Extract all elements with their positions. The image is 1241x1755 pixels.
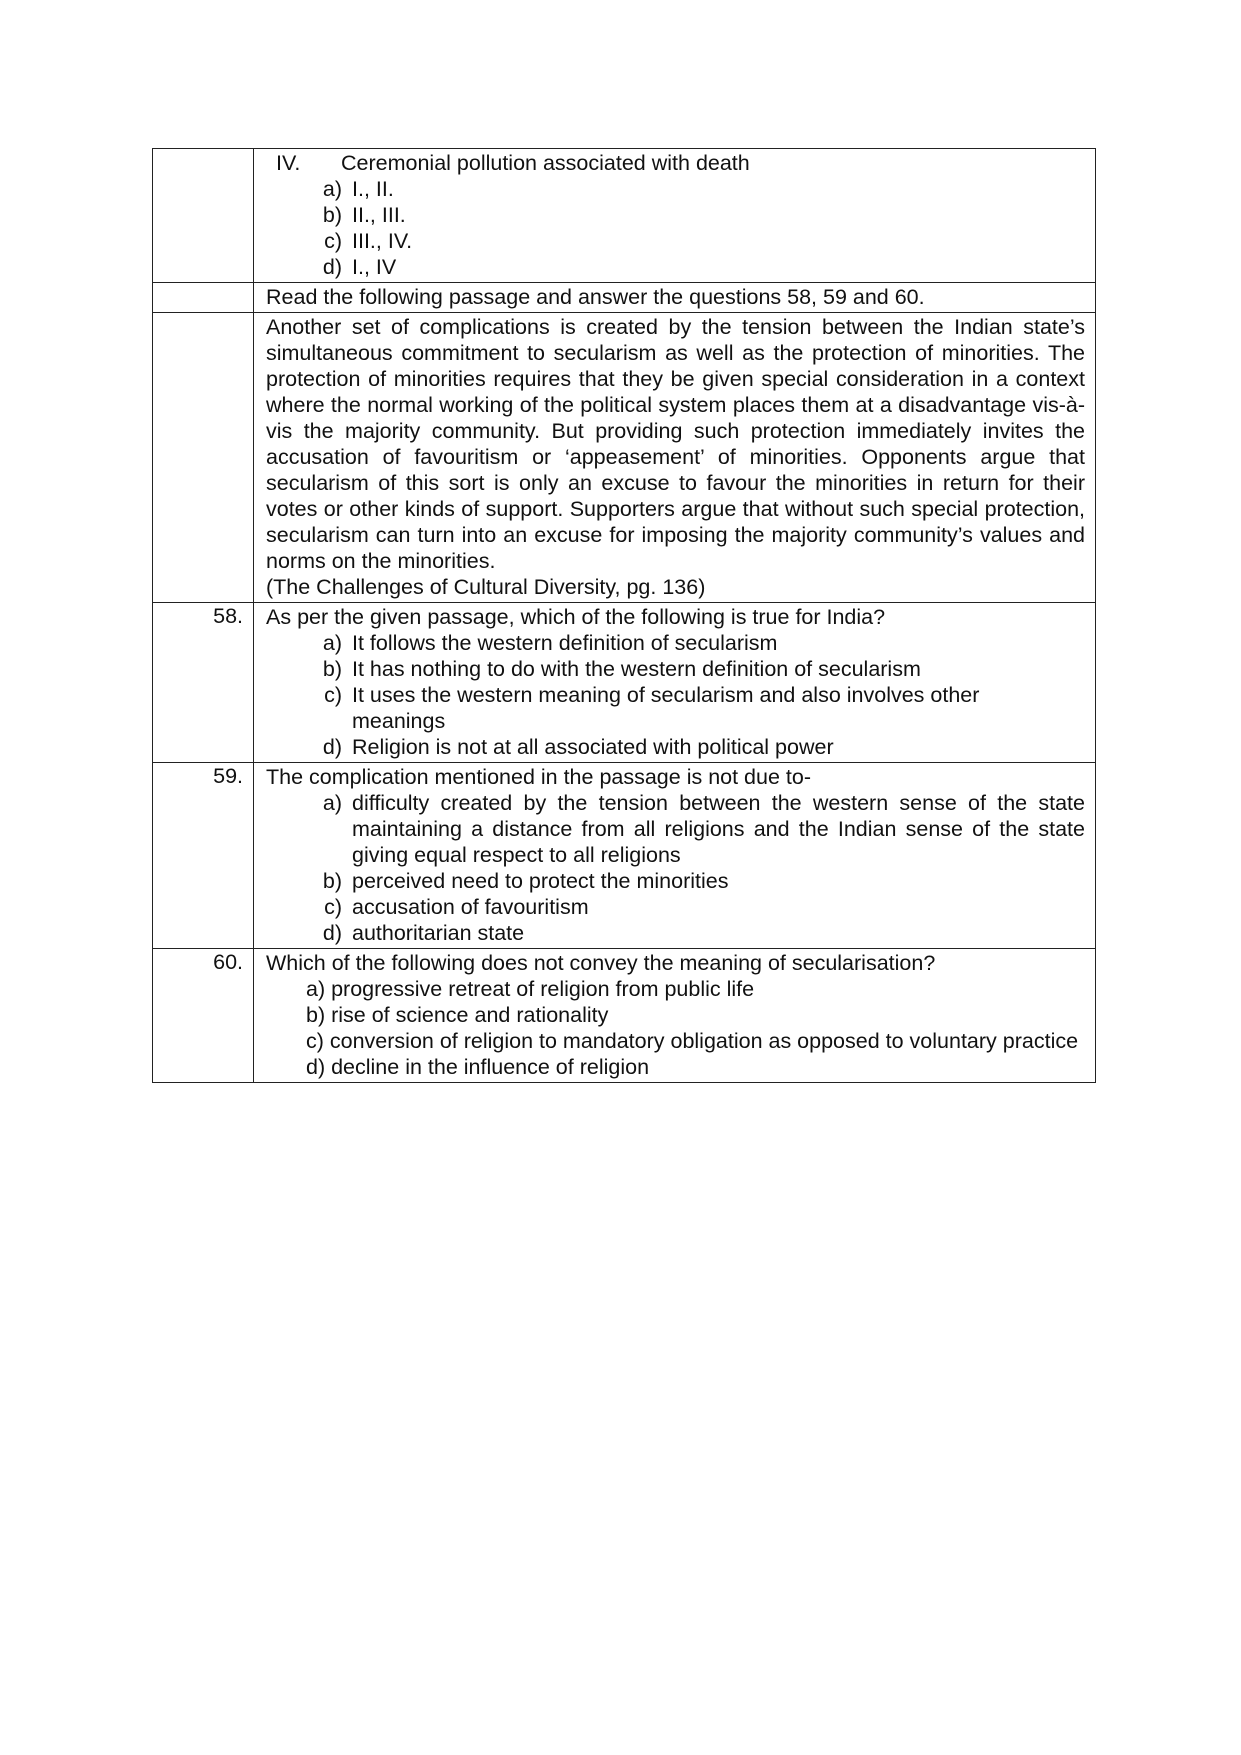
passage-text: Another set of complications is created by the tension between the Indian state’s simultaneous commitment to secularism as well as the protection of minorities. The protection of minorities requires that they be given special consideration in a context where the normal working of the political system places them at a disadvantage vis-à-vis the majority community. But providing such protection immediately invites the accusation of favouritism or ‘appeasement’ of minorities. Opponents argue that secularism of this sort is only an excuse to favour the minorities in return for their votes or other kinds of support. Supporters argue that without such special protection, secularism can turn into an excuse for imposing the majority community’s values and norms on the minorities. (266, 315, 1085, 573)
option-label: a) (322, 791, 342, 815)
option-text: I., IV (352, 255, 397, 279)
statement-text: Ceremonial pollution associated with death (341, 151, 750, 175)
option-item (266, 176, 1085, 202)
table-row (153, 603, 1096, 763)
question-number-cell (153, 313, 254, 603)
option-text: perceived need to protect the minorities (352, 869, 729, 893)
table-row (153, 149, 1096, 283)
option-text: c) conversion of religion to mandatory obligation as opposed to voluntary practice (306, 1029, 1079, 1053)
table-row (153, 313, 1096, 603)
question-number-cell (153, 283, 254, 313)
option-label: d) (322, 921, 342, 945)
question-text: The complication mentioned in the passage is not due to- (266, 765, 811, 789)
option-text: I., II. (352, 177, 394, 201)
option-item (266, 202, 1085, 228)
question-text: As per the given passage, which of the following is true for India? (266, 605, 886, 629)
option-label: d) (322, 255, 342, 279)
question-number: 60. (153, 949, 254, 1083)
question-content-cell (254, 949, 1096, 1083)
option-label: d) (322, 735, 342, 759)
table-row (153, 283, 1096, 313)
option-text: a) progressive retreat of religion from public life (306, 977, 755, 1001)
option-item (266, 682, 1085, 734)
option-text: accusation of favouritism (352, 895, 589, 919)
option-text: It follows the western definition of secularism (352, 631, 778, 655)
table-row (153, 763, 1096, 949)
option-label: c) (324, 683, 342, 707)
option-label: a) (322, 631, 342, 655)
statement-item (266, 150, 1085, 176)
option-item (266, 920, 1085, 946)
option-text: b) rise of science and rationality (306, 1003, 609, 1027)
instruction-text: Read the following passage and answer the questions 58, 59 and 60. (254, 283, 1096, 313)
option-label: a) (322, 177, 342, 201)
question-content-cell (254, 763, 1096, 949)
passage-source: (The Challenges of Cultural Diversity, pg. 136) (266, 575, 706, 599)
option-text: difficulty created by the tension between the western sense of the state maintaining a distance from all religions and the Indian sense of the state giving equal respect to all religions (352, 791, 1085, 867)
option-label: b) (322, 203, 342, 227)
option-text: authoritarian state (352, 921, 525, 945)
statement-number: IV. (276, 151, 301, 175)
question-number: 58. (153, 603, 254, 763)
question-number-cell (153, 149, 254, 283)
option-label: b) (322, 657, 342, 681)
option-item (266, 894, 1085, 920)
question-content-cell (254, 149, 1096, 283)
option-text: It uses the western meaning of secularism and also involves other meanings (352, 683, 980, 733)
option-text: III., IV. (352, 229, 413, 253)
question-table (152, 148, 1096, 1083)
option-item (266, 228, 1085, 254)
option-item (266, 254, 1085, 280)
question-text: Which of the following does not convey the meaning of secularisation? (266, 951, 936, 975)
question-number: 59. (153, 763, 254, 949)
question-content-cell (254, 603, 1096, 763)
option-text: It has nothing to do with the western definition of secularism (352, 657, 921, 681)
option-label: c) (324, 229, 342, 253)
table-row (153, 949, 1096, 1083)
option-item (266, 656, 1085, 682)
option-text: Religion is not at all associated with political power (352, 735, 834, 759)
option-item (266, 630, 1085, 656)
option-label: c) (324, 895, 342, 919)
option-item (266, 790, 1085, 868)
option-text: II., III. (352, 203, 406, 227)
option-label: b) (322, 869, 342, 893)
passage-cell (254, 313, 1096, 603)
option-text: d) decline in the influence of religion (306, 1055, 650, 1079)
option-item (266, 734, 1085, 760)
option-item (266, 868, 1085, 894)
